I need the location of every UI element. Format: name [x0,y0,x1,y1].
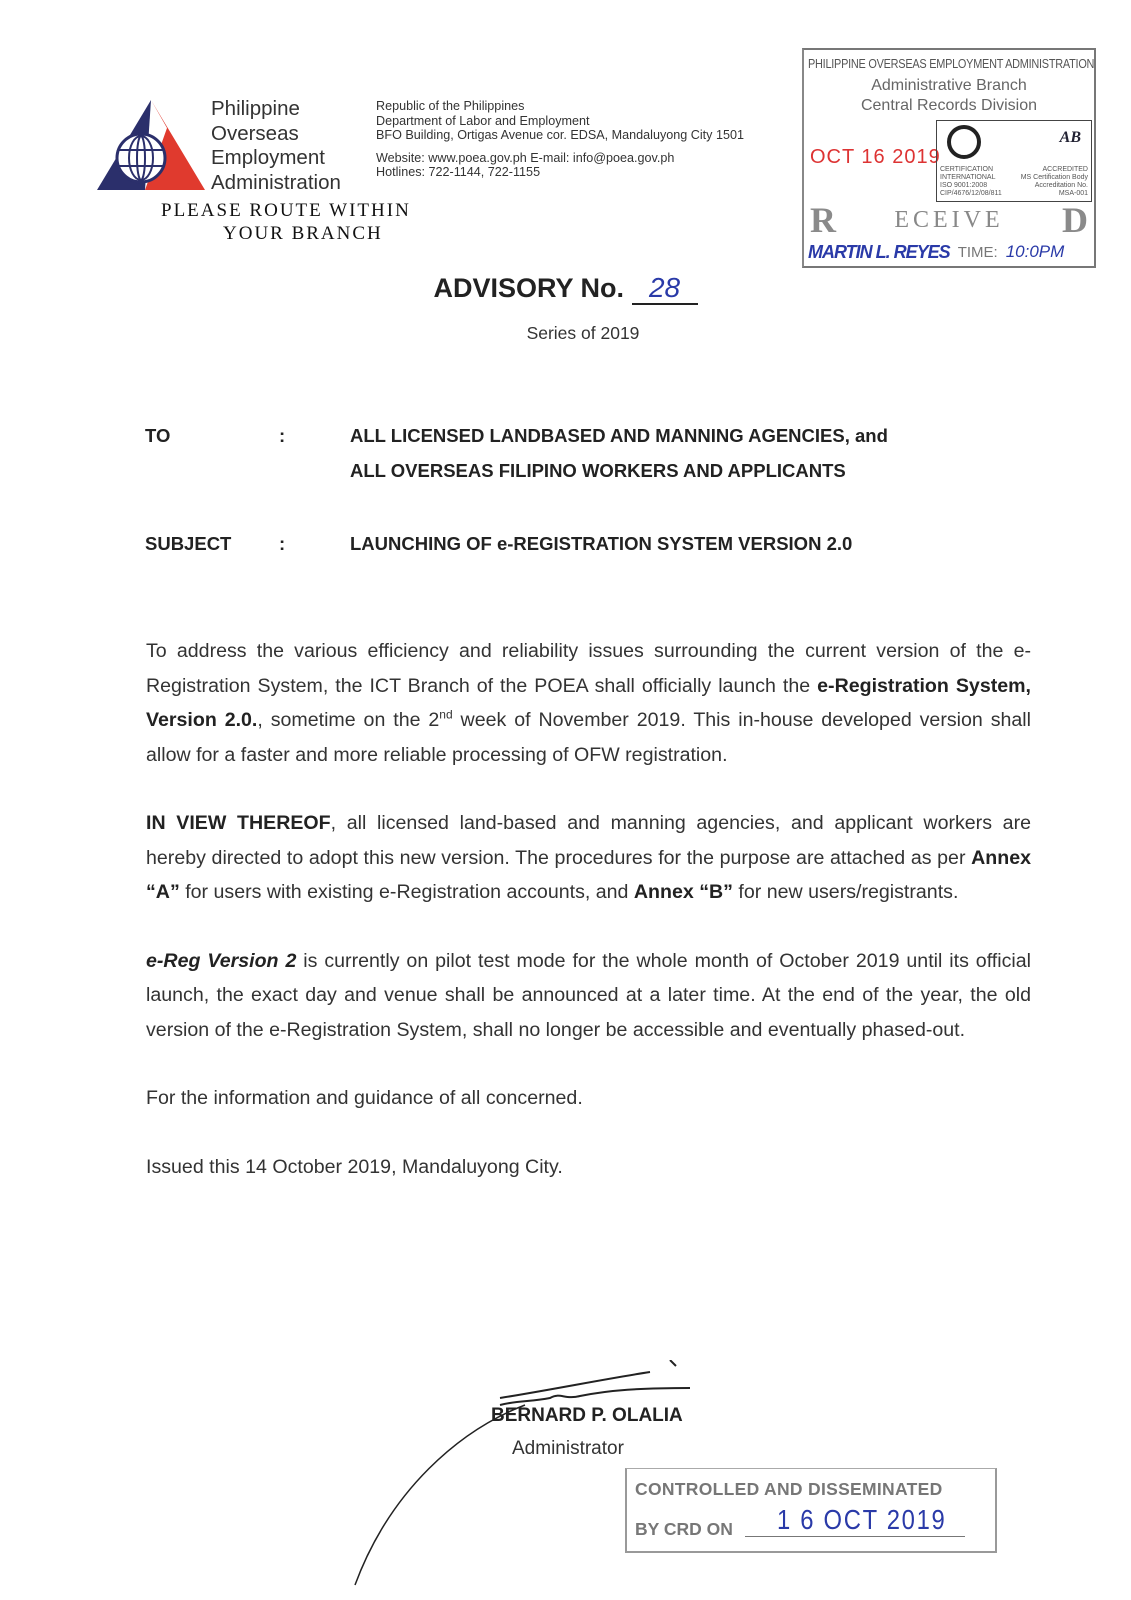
text: is currently on pilot test mode for the whole month of October 2019 until its official launch, the exact day and venue shall be announced at a later time. At the end of the year, the old version of the e-Registration System, shall no longer be accessible and eventually phased-out. [146,949,1031,1041]
cert-text: MSA-001 [1058,190,1088,197]
address-line: Department of Labor and Employment [376,113,590,128]
colon: : [279,533,286,554]
iso-certification-mark [936,120,1092,202]
signatory-title: Administrator [512,1438,624,1459]
crd-stamp-date: 1 6 OCT 2019 [777,1504,947,1535]
stamp-receiver-row [808,240,1090,264]
stamp-branch: Administrative Branch [871,77,1027,94]
website-email: Website: www.poea.gov.ph E-mail: info@poea.gov.ph [376,150,675,165]
letterhead-address [376,99,744,180]
address-line: Republic of the Philippines [376,99,525,113]
text: for new users/registrants. [732,881,959,903]
crd-stamp-line1: CONTROLLED AND DISSEMINATED [635,1479,943,1499]
cert-text: Accreditation No. [1034,182,1088,189]
cert-text: MS Certification Body [1020,174,1088,181]
agency-name [211,97,341,195]
crd-stamp-line2: BY CRD ON [635,1519,733,1539]
paragraph-4: For the information and guidance of all concerned. [146,1087,583,1109]
advisory-number: 28 [632,273,698,305]
received-stamp [802,48,1096,268]
ab-logo: AB [1059,129,1081,146]
agency-name-line: Administration [211,170,341,194]
hotlines: Hotlines: 722-1144, 722-1155 [376,165,541,179]
paragraph-1 [146,634,1031,772]
paragraph-3 [146,944,1031,1048]
agency-name-line: Overseas [211,121,299,145]
text-bold-italic: e-Reg Version 2 [146,949,297,972]
text-bold: IN VIEW THEREOF [146,812,331,834]
cert-text: INTERNATIONAL [940,174,996,181]
advisory-label: ADVISORY No. [433,273,624,303]
advisory-series: Series of 2019 [526,323,640,343]
certification-circle-icon [947,125,981,159]
text: for users with existing e-Registration accounts, and [179,881,634,903]
cert-text: CIP/4676/12/08/811 [940,190,1002,197]
text: To address the various efficiency and reliability issues surrounding the current version of the e-Registration System, the ICT Branch of the POEA shall officially launch the [146,640,1031,697]
cert-text: ISO 9001:2008 [940,182,988,189]
stamp-received-word [810,202,1088,238]
subject-label: SUBJECT [145,533,232,554]
text: week of November 2019. This in-house developed version shall allow for a faster and more reliable processing of OFW registration. [146,709,1031,766]
stamp-agency: PHILIPPINE OVERSEAS EMPLOYMENT ADMINISTRATION [808,56,1095,71]
to-label: TO [145,425,171,446]
cert-text: ACCREDITED [1042,166,1088,173]
receiver-name: MARTIN L. REYES [808,241,950,262]
time-value: 10:0PM [1005,242,1065,261]
stamp-received-d: D [1062,200,1088,240]
route-stamp-line: YOUR BRANCH [223,223,383,244]
text: , sometime on the 2 [257,709,440,731]
crd-stamp [625,1468,997,1553]
subject-block [0,526,1131,566]
route-stamp-line: PLEASE ROUTE WITHIN [161,200,411,221]
annex-b: Annex “B” [633,881,733,903]
to-line: ALL OVERSEAS FILIPINO WORKERS AND APPLICANTS [350,460,846,481]
time-label: TIME: [957,243,998,261]
cert-text: CERTIFICATION [940,166,994,173]
received-date: OCT 16 2019 [810,146,941,168]
stamp-received-mid: ECEIVE [894,207,1004,233]
stamp-received-r: R [810,200,836,240]
to-line: ALL LICENSED LANDBASED AND MANNING AGENCIES, and [350,425,888,446]
signatory-name: BERNARD P. OLALIA [491,1405,683,1426]
stamp-division: Central Records Division [860,97,1038,114]
agency-name-line: Employment [211,146,325,169]
subject-text: LAUNCHING OF e-REGISTRATION SYSTEM VERSION 2.0 [350,533,853,554]
annex-a: Annex “A” [146,846,1031,903]
advisory-body [146,634,1031,1218]
address-line: BFO Building, Ortigas Avenue cor. EDSA, Mandaluyong City 1501 [376,128,744,142]
agency-name-line: Philippine [211,97,300,120]
superscript: nd [439,707,453,722]
issued-line: Issued this 14 October 2019, Mandaluyong City. [146,1155,563,1178]
poea-logo [97,100,205,197]
text: , all licensed land-based and manning agencies, and applicant workers are hereby directed to adopt this new version. The procedures for the purpose are attached as per [146,812,1031,869]
advisory-title [0,273,1131,305]
route-stamp [161,199,411,245]
text-bold: e-Registration System, Version 2.0. [146,674,1032,731]
colon: : [279,425,286,446]
paragraph-2 [146,806,1031,910]
to-block [0,418,1131,498]
